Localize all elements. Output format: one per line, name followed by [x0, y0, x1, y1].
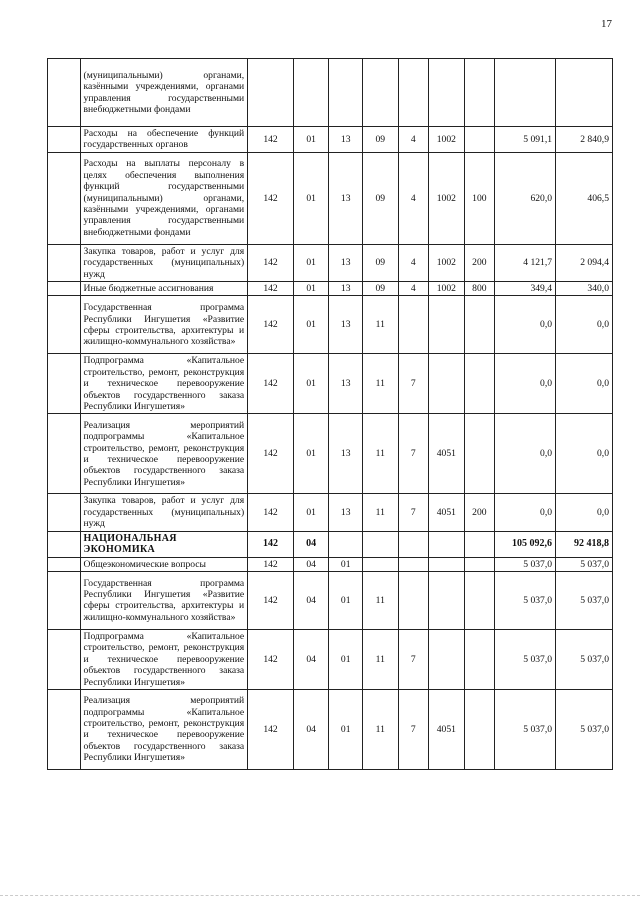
row-section-code: 04 [293, 571, 329, 629]
row-expense-type-code: 200 [464, 244, 494, 281]
row-section-code: 01 [293, 244, 329, 281]
table-row [48, 296, 613, 354]
row-blank-cell [48, 59, 81, 127]
row-admin-code: 142 [248, 296, 294, 354]
row-amount-actual: 5 037,0 [556, 557, 613, 571]
row-direction-code: 4051 [429, 414, 465, 494]
row-program-code: 11 [362, 354, 398, 414]
row-amount-actual: 0,0 [556, 296, 613, 354]
row-subsection-code: 01 [329, 557, 363, 571]
row-amount-plan: 5 037,0 [495, 571, 556, 629]
row-amount-actual [556, 59, 613, 127]
row-subsection-code: 13 [329, 152, 363, 244]
row-direction-code [429, 531, 465, 557]
row-admin-code: 142 [248, 414, 294, 494]
row-blank-cell [48, 629, 81, 689]
table-row [48, 557, 613, 571]
row-amount-plan: 4 121,7 [495, 244, 556, 281]
row-subprogram-code: 7 [398, 494, 428, 531]
row-expense-type-code: 800 [464, 282, 494, 296]
row-section-code: 01 [293, 152, 329, 244]
row-amount-plan: 5 037,0 [495, 689, 556, 769]
row-admin-code: 142 [248, 244, 294, 281]
row-section-code: 04 [293, 531, 329, 557]
row-subprogram-code [398, 59, 428, 127]
row-direction-code: 1002 [429, 244, 465, 281]
row-amount-plan [495, 59, 556, 127]
row-expense-type-code [464, 629, 494, 689]
row-subprogram-code [398, 557, 428, 571]
row-section-code: 04 [293, 557, 329, 571]
row-subsection-code: 01 [329, 629, 363, 689]
row-name: НАЦИОНАЛЬНАЯ ЭКОНОМИКА [80, 531, 248, 557]
row-blank-cell [48, 152, 81, 244]
row-direction-code [429, 629, 465, 689]
row-program-code: 11 [362, 494, 398, 531]
row-section-code: 01 [293, 494, 329, 531]
row-name: Государственная программа Республики Ингушетия «Развитие сферы строительства, архитектуры и жилищно-коммунального хозяйства» [80, 296, 248, 354]
row-amount-actual: 5 037,0 [556, 629, 613, 689]
row-admin-code: 142 [248, 557, 294, 571]
row-program-code [362, 531, 398, 557]
row-admin-code: 142 [248, 354, 294, 414]
row-name: Иные бюджетные ассигнования [80, 282, 248, 296]
table-row [48, 282, 613, 296]
row-subprogram-code [398, 531, 428, 557]
row-section-code: 01 [293, 414, 329, 494]
row-name: Подпрограмма «Капитальное строительство, ремонт, реконструкция и техническое перевооружение объектов государственного заказа Республики Ингушетия» [80, 629, 248, 689]
table-row [48, 127, 613, 153]
row-amount-actual: 5 037,0 [556, 689, 613, 769]
table-row [48, 571, 613, 629]
row-subsection-code: 01 [329, 689, 363, 769]
row-direction-code [429, 571, 465, 629]
row-amount-actual: 5 037,0 [556, 571, 613, 629]
row-subsection-code [329, 531, 363, 557]
row-blank-cell [48, 296, 81, 354]
row-amount-plan: 620,0 [495, 152, 556, 244]
row-amount-actual: 2 840,9 [556, 127, 613, 153]
row-blank-cell [48, 557, 81, 571]
row-direction-code [429, 296, 465, 354]
row-section-code: 04 [293, 629, 329, 689]
row-expense-type-code [464, 689, 494, 769]
scan-edge-line [0, 895, 640, 899]
row-blank-cell [48, 531, 81, 557]
row-amount-plan: 349,4 [495, 282, 556, 296]
row-expense-type-code: 100 [464, 152, 494, 244]
row-program-code: 11 [362, 296, 398, 354]
row-name: Закупка товаров, работ и услуг для государственных (муниципальных) нужд [80, 494, 248, 531]
row-expense-type-code [464, 531, 494, 557]
table-row [48, 152, 613, 244]
row-section-code: 01 [293, 282, 329, 296]
row-section-code: 01 [293, 127, 329, 153]
row-program-code: 09 [362, 152, 398, 244]
row-subsection-code: 13 [329, 244, 363, 281]
table-row [48, 531, 613, 557]
row-admin-code: 142 [248, 282, 294, 296]
row-subsection-code [329, 59, 363, 127]
row-section-code [293, 59, 329, 127]
row-subsection-code: 13 [329, 414, 363, 494]
row-subprogram-code: 4 [398, 282, 428, 296]
row-blank-cell [48, 689, 81, 769]
row-subprogram-code: 4 [398, 127, 428, 153]
row-program-code: 11 [362, 629, 398, 689]
row-blank-cell [48, 354, 81, 414]
row-subprogram-code: 7 [398, 689, 428, 769]
row-direction-code: 1002 [429, 152, 465, 244]
row-admin-code: 142 [248, 531, 294, 557]
row-admin-code: 142 [248, 152, 294, 244]
row-blank-cell [48, 494, 81, 531]
row-amount-actual: 406,5 [556, 152, 613, 244]
row-amount-actual: 0,0 [556, 354, 613, 414]
row-amount-plan: 5 091,1 [495, 127, 556, 153]
row-name: Подпрограмма «Капитальное строительство, ремонт, реконструкция и техническое перевооружение объектов государственного заказа Республики Ингушетия» [80, 354, 248, 414]
row-program-code [362, 59, 398, 127]
row-name: (муниципальными) органами, казёнными учреждениями, органами управления государственными внебюджетными фондами [80, 59, 248, 127]
row-section-code: 01 [293, 296, 329, 354]
table-row [48, 414, 613, 494]
row-amount-actual: 340,0 [556, 282, 613, 296]
row-name: Расходы на обеспечение функций государственных органов [80, 127, 248, 153]
row-program-code: 11 [362, 414, 398, 494]
row-direction-code [429, 557, 465, 571]
row-admin-code: 142 [248, 494, 294, 531]
table-row [48, 354, 613, 414]
row-blank-cell [48, 414, 81, 494]
page-number: 17 [601, 18, 612, 30]
row-admin-code: 142 [248, 689, 294, 769]
row-program-code: 09 [362, 244, 398, 281]
row-blank-cell [48, 127, 81, 153]
row-amount-actual: 92 418,8 [556, 531, 613, 557]
row-program-code [362, 557, 398, 571]
row-name: Государственная программа Республики Ингушетия «Развитие сферы строительства, архитектуры и жилищно-коммунального хозяйства» [80, 571, 248, 629]
row-direction-code [429, 354, 465, 414]
row-name: Расходы на выплаты персоналу в целях обеспечения выполнения функций государственными (муниципальными) органами, казёнными учреждениями, органами управления государственными внебюджетными фондами [80, 152, 248, 244]
row-name: Общеэкономические вопросы [80, 557, 248, 571]
row-blank-cell [48, 571, 81, 629]
row-program-code: 11 [362, 571, 398, 629]
row-section-code: 04 [293, 689, 329, 769]
row-expense-type-code [464, 127, 494, 153]
row-expense-type-code [464, 296, 494, 354]
row-section-code: 01 [293, 354, 329, 414]
row-admin-code: 142 [248, 629, 294, 689]
row-subprogram-code: 7 [398, 414, 428, 494]
row-amount-plan: 0,0 [495, 414, 556, 494]
table-row [48, 494, 613, 531]
row-amount-plan: 0,0 [495, 494, 556, 531]
table-row [48, 244, 613, 281]
row-expense-type-code [464, 354, 494, 414]
row-program-code: 09 [362, 282, 398, 296]
row-program-code: 09 [362, 127, 398, 153]
row-amount-plan: 5 037,0 [495, 629, 556, 689]
row-blank-cell [48, 282, 81, 296]
row-subprogram-code [398, 571, 428, 629]
row-subprogram-code: 7 [398, 354, 428, 414]
table-row [48, 689, 613, 769]
row-admin-code: 142 [248, 127, 294, 153]
row-expense-type-code [464, 414, 494, 494]
row-expense-type-code [464, 571, 494, 629]
table-row [48, 629, 613, 689]
row-expense-type-code [464, 59, 494, 127]
row-amount-plan: 0,0 [495, 296, 556, 354]
row-program-code: 11 [362, 689, 398, 769]
row-subsection-code: 13 [329, 296, 363, 354]
row-subsection-code: 13 [329, 127, 363, 153]
row-direction-code: 4051 [429, 689, 465, 769]
row-name: Реализация мероприятий подпрограммы «Капитальное строительство, ремонт, реконструкция и техническое перевооружение объектов государственного заказа Республики Ингушетия» [80, 689, 248, 769]
row-blank-cell [48, 244, 81, 281]
row-expense-type-code [464, 557, 494, 571]
row-direction-code: 1002 [429, 127, 465, 153]
table-body [48, 59, 613, 770]
row-direction-code: 1002 [429, 282, 465, 296]
row-amount-plan: 5 037,0 [495, 557, 556, 571]
row-subsection-code: 01 [329, 571, 363, 629]
row-subsection-code: 13 [329, 494, 363, 531]
row-name: Реализация мероприятий подпрограммы «Капитальное строительство, ремонт, реконструкция и техническое перевооружение объектов государственного заказа Республики Ингушетия» [80, 414, 248, 494]
row-subsection-code: 13 [329, 354, 363, 414]
row-subprogram-code [398, 296, 428, 354]
row-expense-type-code: 200 [464, 494, 494, 531]
row-direction-code [429, 59, 465, 127]
row-amount-plan: 105 092,6 [495, 531, 556, 557]
row-amount-plan: 0,0 [495, 354, 556, 414]
row-admin-code [248, 59, 294, 127]
row-subprogram-code: 4 [398, 152, 428, 244]
budget-table [47, 58, 613, 770]
table-row [48, 59, 613, 127]
row-subprogram-code: 7 [398, 629, 428, 689]
row-direction-code: 4051 [429, 494, 465, 531]
row-name: Закупка товаров, работ и услуг для государственных (муниципальных) нужд [80, 244, 248, 281]
row-amount-actual: 0,0 [556, 494, 613, 531]
row-amount-actual: 2 094,4 [556, 244, 613, 281]
row-admin-code: 142 [248, 571, 294, 629]
row-subsection-code: 13 [329, 282, 363, 296]
row-amount-actual: 0,0 [556, 414, 613, 494]
row-subprogram-code: 4 [398, 244, 428, 281]
